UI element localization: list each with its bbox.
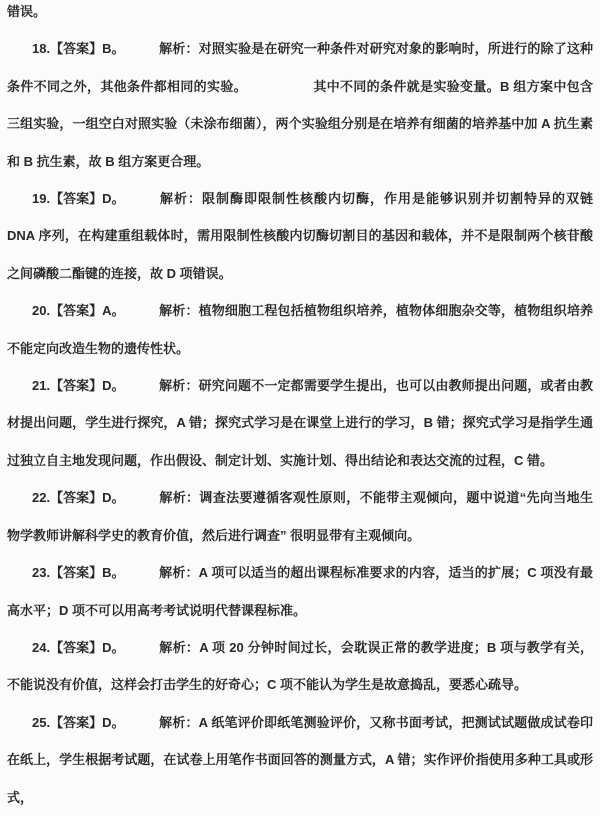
analysis-text-25: 解析：A 纸笔评价即纸笔测验评价，又称书面考试，把测试试题做成试卷印在纸上，学生根据考试题，在试卷上用笔作书面回答的测量方式，A 错；实作评价指使用多种工具或形式， (7, 714, 593, 805)
answer-item-18 (7, 30, 593, 180)
analysis-text-24: 解析：A 项 20 分钟时间过长，会耽误正常的教学进度；B 项与教学有关，不能说没有价值，这样会打击学生的好奇心；C 项不能认为学生是故意捣乱，要悉心疏导。 (7, 639, 593, 693)
answer-label-18: 18.【答案】B。 (32, 41, 125, 57)
analysis-text-19: 解析：限制酶即限制性核酸内切酶，作用是能够识别并切割特异的双链 DNA 序列，在构建重组载体时，需用限制性核酸内切酶切割目的基因和载体，并不是限制两个核苷酸之间磷酸二酯键的连接，故 D 项错误。 (7, 191, 593, 281)
answer-item-20 (7, 292, 593, 367)
answer-label-20: 20.【答案】A。 (32, 303, 125, 319)
answer-label-23: 23.【答案】B。 (32, 565, 125, 581)
analysis-text-18-part2: 其中不同的条件就是实验变量。B 组方案中包含三组实验，一组空白对照实验（未涂布细菌），两个实验组分别是在培养有细菌的培养基中加 A 抗生素和 B 抗生素，故 B 组方案更合理。 (7, 78, 593, 169)
answer-label-21: 21.【答案】D。 (32, 378, 125, 394)
continuation-text (7, 0, 593, 30)
answer-item-24 (7, 629, 593, 704)
answer-label-19: 19.【答案】D。 (32, 191, 125, 207)
answer-item-19 (7, 180, 593, 292)
answer-item-21 (7, 367, 593, 479)
answer-item-23 (7, 554, 593, 629)
blank-gap (247, 90, 313, 91)
analysis-text-20: 解析：植物细胞工程包括植物组织培养，植物体细胞杂交等，植物组织培养不能定向改造生物的遗传性状。 (7, 303, 593, 356)
answer-label-24: 24.【答案】D。 (32, 639, 125, 655)
analysis-text-23: 解析：A 项可以适当的超出课程标准要求的内容，适当的扩展；C 项没有最高水平；D 项不可以用高考考试说明代替课程标准。 (7, 565, 593, 618)
analysis-text-22: 解析：调查法要遵循客观性原则，不能带主观倾向，题中说道“先向当地生物学教师讲解科学史的教育价值，然后进行调查” 很明显带有主观倾向。 (7, 490, 593, 543)
continuation-text-label: 错误。 (7, 4, 47, 19)
answer-item-22 (7, 479, 593, 554)
answer-item-25 (7, 704, 593, 816)
analysis-text-21: 解析：研究问题不一定都需要学生提出，也可以由教师提出问题，或者由教材提出问题，学生进行探究，A 错；探究式学习是在课堂上进行的学习，B 错；探究式学习是指学生通过独立自主地发现问题，作出假设、制定计划、实施计划、得出结论和表达交流的过程，C 错。 (7, 378, 593, 468)
answer-label-25: 25.【答案】D。 (32, 714, 125, 730)
answer-label-22: 22.【答案】D。 (32, 490, 125, 506)
analysis-text-18-part1: 解析：对照实验是在研究一种条件对研究对象的影响时，所进行的除了这种条件不同之外，其他条件都相同的实验。 (7, 41, 593, 94)
